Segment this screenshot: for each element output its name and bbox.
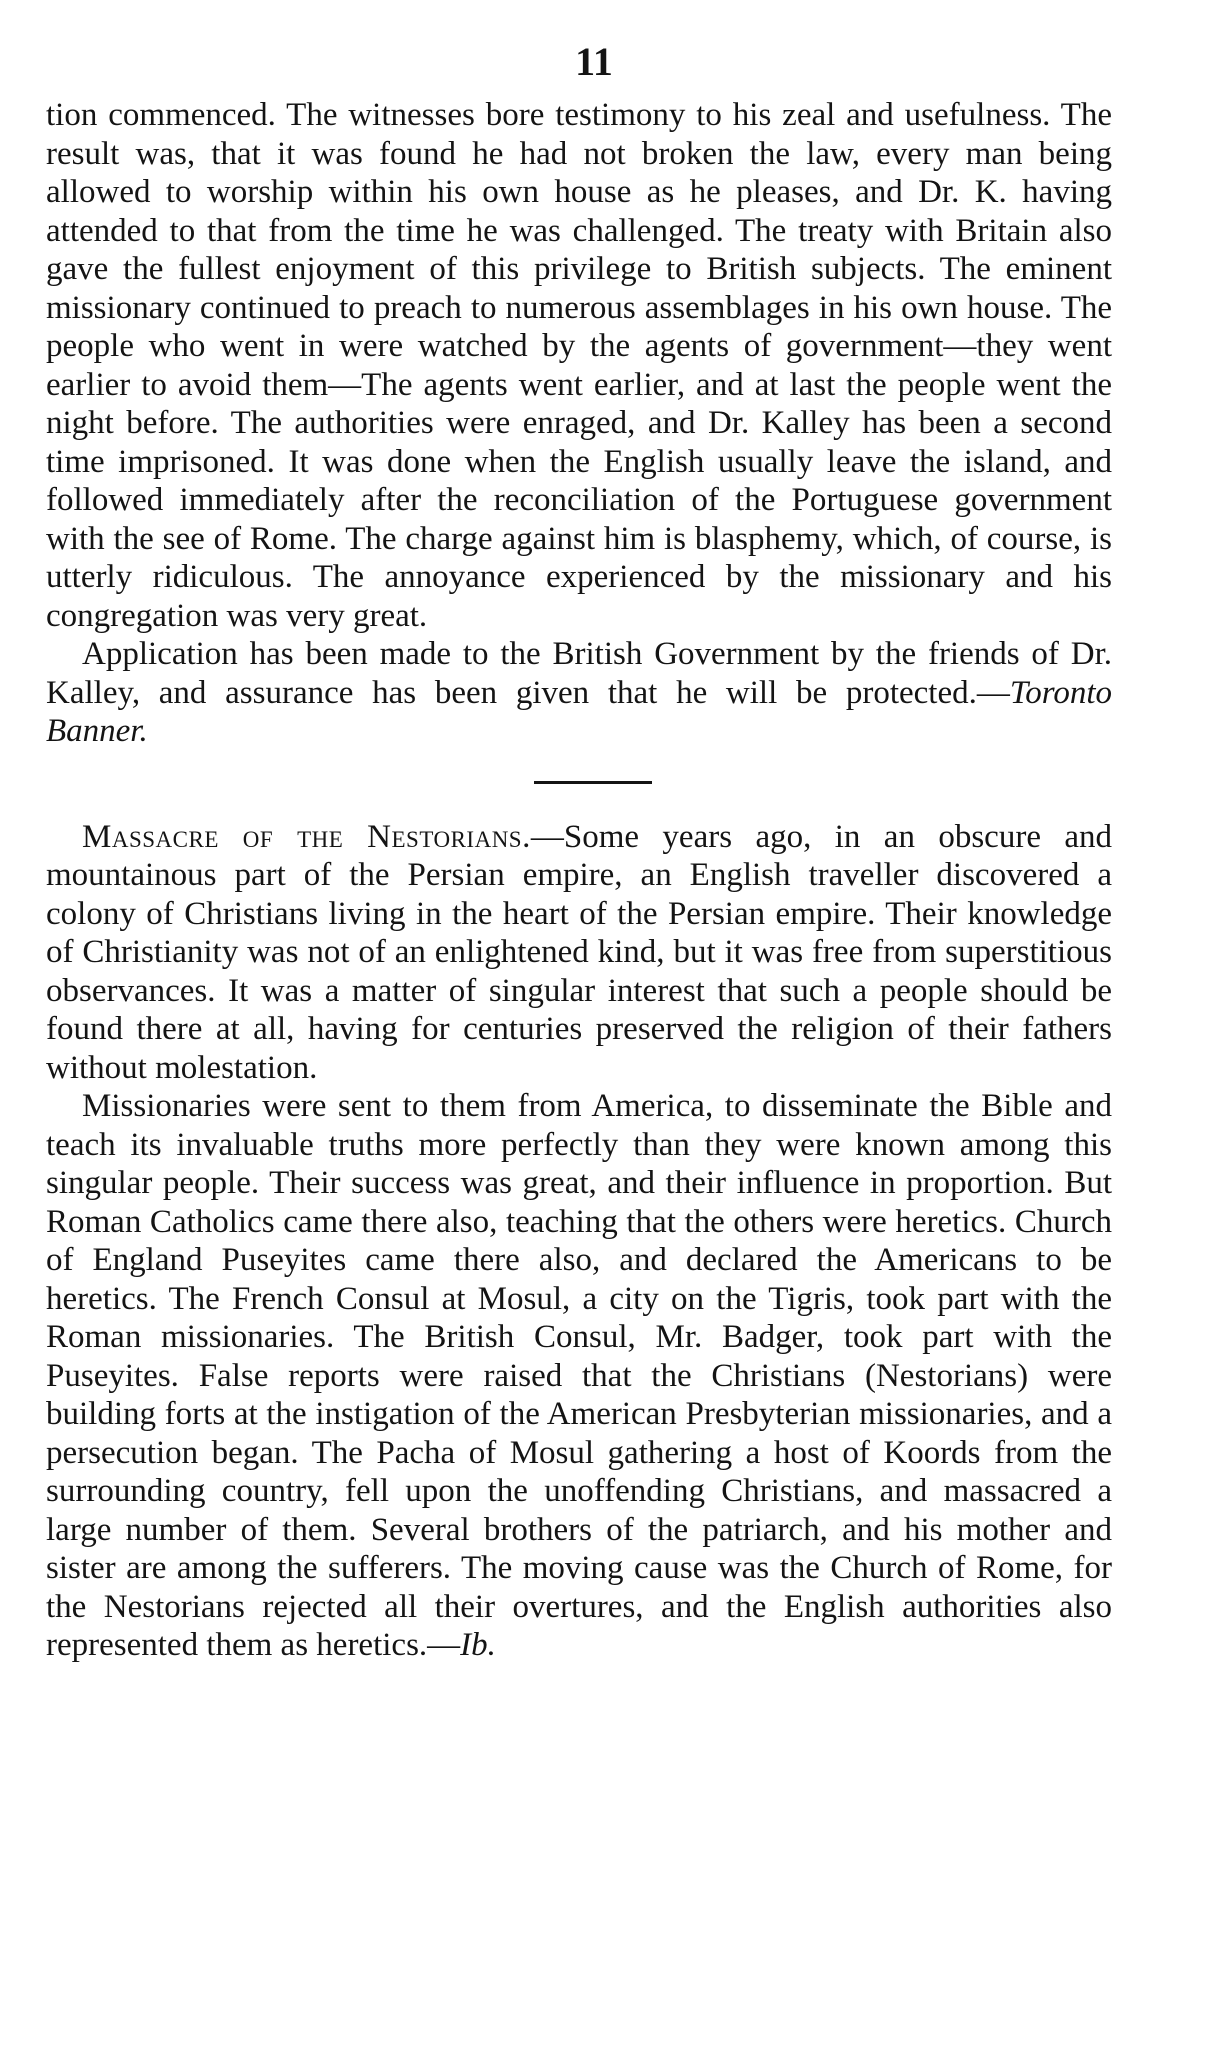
article-nestorians-paragraph-1-text: —Some years ago, in an obscure and mountainous part of the Persian empire, an English traveller discovered a colony of Christians living in the heart of the Persian empire. Their knowledge of Christianity was not of an enlightened kind, but it was free from superstitious observances. It was a matter of singular interest that such a people should be found there at all, having for centuries preserved the religion of their fathers without molestation. <box>46 818 1113 1086</box>
document-page <box>46 40 1112 1665</box>
page-number: 11 <box>575 39 613 84</box>
article-nestorians-paragraph-1 <box>46 818 1112 1088</box>
source-attribution-ib: Ib. <box>460 1627 496 1663</box>
article-nestorians-paragraph-2-text: Missionaries were sent to them from America, to disseminate the Bible and teach its invaluable truths more perfectly than they were known among this singular people. Their success was great, and their influence in proportion. But Roman Catholics came there also, teaching that the others were heretics. Church of England Puseyites came there also, and declared the Americans to be heretics. The French Consul at Mosul, a city on the Tigris, took part with the Roman missionaries. The British Consul, Mr. Badger, took part with the Puseyites. False reports were raised that the Christians (Nestorians) were building forts at the instigation of the American Presbyterian missionaries, and a persecution began. The Pacha of Mosul gathering a host of Koords from the surrounding country, fell upon the unoffending Christians, and massacred a large number of them. Several brothers of the patriarch, and his mother and sister are among the sufferers. The moving cause was the Church of Rome, for the Nestorians rejected all their overtures, and the English authorities also represented them as heretics.— <box>46 1088 1112 1663</box>
article-nestorians-paragraph-2 <box>46 1087 1112 1665</box>
section-divider <box>534 781 652 784</box>
source-attribution-toronto-banner: Toronto Banner. <box>46 674 1112 749</box>
article-kalley-paragraph-2-text: Application has been made to the British Government by the friends of Dr. Kalley, and assurance has been given that he will be protected.— <box>46 636 1112 711</box>
article-nestorians-heading: Massacre of the Nestorians. <box>82 818 531 855</box>
article-kalley-paragraph-2 <box>46 635 1112 751</box>
article-kalley-paragraph-1: tion commenced. The witnesses bore testimony to his zeal and usefulness. The result was, that it was found he had not broken the law, every man being allowed to worship within his own house as he pleases, and Dr. K. having attended to that from the time he was challenged. The treaty with Britain also gave the fullest enjoyment of this privilege to British subjects. The eminent missionary continued to preach to numerous assemblages in his own house. The people who went in were watched by the agents of government—they went earlier to avoid them—The agents went earlier, and at last the people went the night before. The authorities were enraged, and Dr. Kalley has been a second time imprisoned. It was done when the English usually leave the island, and followed immediately after the reconciliation of the Portuguese government with the see of Rome. The charge against him is blasphemy, which, of course, is utterly ridiculous. The annoyance experienced by the missionary and his congregation was very great. <box>46 97 1112 634</box>
